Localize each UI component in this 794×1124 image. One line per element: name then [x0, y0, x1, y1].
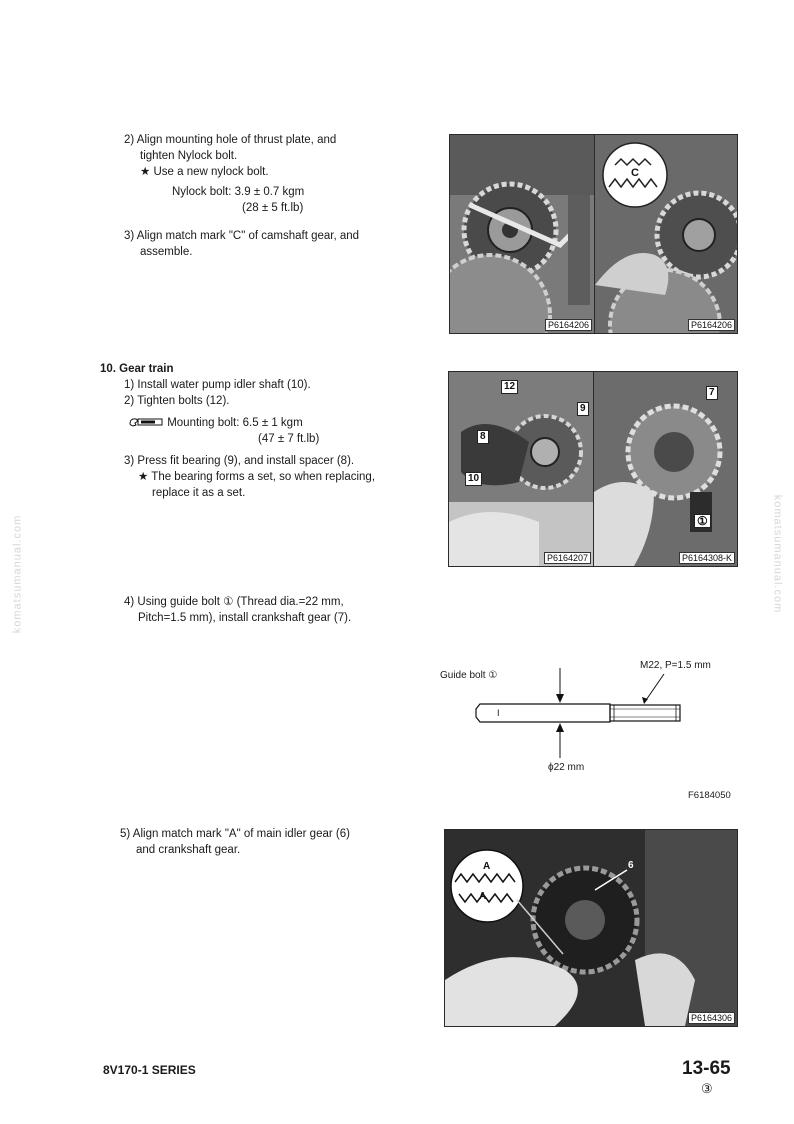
step-text: tighten Nylock bolt. [140, 150, 238, 162]
step-text: 3) Press fit bearing (9), and install spacer (8). [124, 455, 355, 467]
note-text: ★ The bearing forms a set, so when replacing, [138, 471, 376, 483]
photo-illustration [450, 135, 594, 333]
match-mark-label: C [631, 167, 639, 179]
callout-6: 6 [628, 860, 634, 871]
note-text: ★ Use a new nylock bolt. [140, 166, 269, 178]
footer-series: 8V170-1 SERIES [103, 1063, 196, 1077]
section-gear-train [100, 361, 430, 501]
callout-guide-bolt: ① [694, 514, 711, 528]
photo-camshaft-gear-right [594, 134, 738, 334]
step-text: 3) Align match mark "C" of camshaft gear, and [124, 230, 360, 242]
torque-spec-metric: Mounting bolt: 6.5 ± 1 kgm [167, 417, 303, 429]
torque-spec-imperial: (47 ± 7 ft.lb) [258, 433, 320, 445]
callout-8: 8 [477, 430, 489, 444]
photo-water-pump-idler [448, 371, 594, 567]
match-mark-bottom: A [479, 891, 487, 902]
photo-code: P6164207 [544, 552, 591, 564]
photo-code: P6164306 [688, 1012, 735, 1024]
step-text: 1) Install water pump idler shaft (10). [124, 379, 311, 391]
section-title: 10. Gear train [100, 363, 174, 375]
step-guide-bolt [124, 594, 424, 626]
label-guide-bolt: Guide bolt ① [440, 670, 498, 681]
photo-camshaft-gear-left [449, 134, 595, 334]
torque-spec [100, 415, 430, 431]
step-text: 2) Tighten bolts (12). [124, 395, 230, 407]
match-mark-top: A [483, 861, 491, 872]
bolt-inner-mark: I [497, 708, 500, 718]
revision-mark: ③ [701, 1081, 713, 1096]
photo-main-idler-gear [444, 829, 738, 1027]
photo-illustration [449, 372, 593, 566]
photo-code: P6164206 [545, 319, 592, 331]
step-text: 2) Align mounting hole of thrust plate, and [124, 134, 337, 146]
callout-10: 10 [465, 472, 482, 486]
note-text: replace it as a set. [152, 487, 246, 499]
step-text: 5) Align match mark "A" of main idler gear (6) [120, 828, 350, 840]
torque-spec-imperial: (28 ± 5 ft.lb) [242, 202, 304, 214]
photo-illustration [595, 135, 737, 333]
callout-7: 7 [706, 386, 718, 400]
step-main-idler [120, 826, 420, 858]
callout-12: 12 [501, 380, 518, 394]
photo-illustration [594, 372, 737, 566]
torque-spec: Nylock bolt: 3.9 ± 0.7 kgm [172, 186, 305, 198]
label-thread: M22, P=1.5 mm [640, 660, 711, 671]
step-text: Pitch=1.5 mm), install crankshaft gear (7). [138, 612, 352, 624]
photo-illustration [445, 830, 737, 1026]
watermark-left: komatsumanual.com [11, 514, 24, 634]
watermark-right: komatsumanual.com [771, 494, 784, 614]
callout-9: 9 [577, 402, 589, 416]
photo-crankshaft-gear [593, 371, 738, 567]
page-number: 13-65 [682, 1058, 731, 1079]
step-text: assemble. [140, 246, 193, 258]
figure-code: F6184050 [688, 790, 731, 801]
step-text: 4) Using guide bolt ① (Thread dia.=22 mm, [124, 596, 344, 608]
label-diameter: ϕ22 mm [548, 762, 585, 773]
photo-code: P6164308-K [679, 552, 735, 564]
step-text: and crankshaft gear. [136, 844, 241, 856]
step-align-camshaft [124, 228, 424, 260]
torque-wrench-icon [128, 416, 164, 428]
photo-code: P6164206 [688, 319, 735, 331]
step-align-thrust-plate [124, 132, 424, 216]
guide-bolt-diagram [436, 656, 736, 776]
